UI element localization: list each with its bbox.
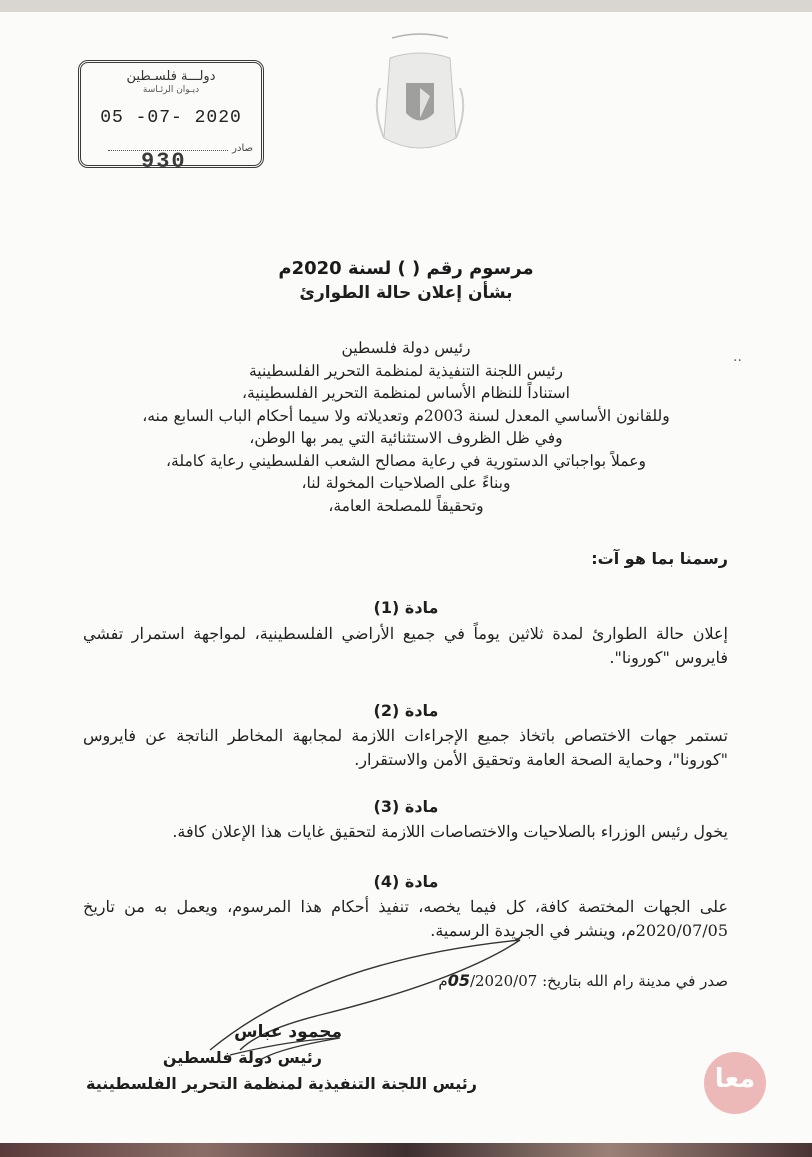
signatory-title-1: رئيس دولة فلسطين <box>162 1048 322 1067</box>
decree-title: مرسوم رقم ( ) لسنة 2020م <box>278 258 534 279</box>
preamble-line: وللقانون الأساسي المعدل لسنة 2003م وتعديلاته ولا سيما أحكام الباب السابع منه، <box>142 406 670 425</box>
issued-rest: /2020/07م <box>438 972 538 990</box>
stamp-office: ديـوان الرئـاسة <box>142 85 200 95</box>
stamp-country: دولـــة فلسـطين <box>126 69 216 84</box>
decree-subtitle: بشأن إعلان حالة الطوارئ <box>299 283 513 303</box>
maan-logo-text: معا <box>714 1064 756 1094</box>
signatory-name: محمود عباس <box>234 1022 342 1042</box>
article-1-heading: مادة (1) <box>373 598 439 617</box>
preamble <box>0 337 812 517</box>
issued-day: 05 <box>447 971 470 990</box>
preamble-line: رئيس اللجنة التنفيذية لمنظمة التحرير الفلسطينية <box>248 361 564 380</box>
article-3-heading: مادة (3) <box>373 797 439 816</box>
issued-prefix: صدر في مدينة رام الله بتاريخ: <box>542 972 728 990</box>
scan-top-edge <box>0 0 812 12</box>
preamble-line: استناداً للنظام الأساس لمنظمة التحرير الفلسطينية، <box>242 384 570 402</box>
preamble-line: وبناءً على الصلاحيات المخولة لنا، <box>301 474 511 492</box>
stamp-number: 930 <box>141 149 187 174</box>
preamble-line: وفي ظل الظروف الاستثنائية التي يمر بها الوطن، <box>249 429 563 447</box>
article-2-heading: مادة (2) <box>373 701 439 720</box>
decree-line: رسمنا بما هو آت: <box>591 549 728 568</box>
registry-stamp <box>78 60 264 174</box>
margin-dots: .. <box>733 349 742 365</box>
article-3-body: يخول رئيس الوزراء بالصلاحيات والاختصاصات اللازمة لتحقيق غايات هذا الإعلان كافة. <box>172 822 728 841</box>
stamp-date: 05 -07- 2020 <box>100 108 242 128</box>
article-4-heading: مادة (4) <box>373 872 439 891</box>
preamble-line: وعملاً بواجباتي الدستورية في رعاية مصالح الشعب الفلسطيني رعاية كاملة، <box>166 451 646 470</box>
signature-block <box>0 1018 812 1098</box>
preamble-line: رئيس دولة فلسطين <box>341 339 471 357</box>
stamp-outgoing-label: صادر <box>232 143 253 154</box>
signatory-title-2: رئيس اللجنة التنفيذية لمنظمة التحرير الفلسطينية <box>85 1074 477 1093</box>
article-4-body: على الجهات المختصة كافة، كل فيما يخصه، تنفيذ أحكام هذا المرسوم، ويعمل به من تاريخ 2020/07/05م، وينشر في الجريدة الرسمية. <box>83 897 729 940</box>
scan-bottom-edge <box>0 1143 812 1157</box>
palestine-eagle-emblem-icon <box>370 28 470 218</box>
article-1-body: إعلان حالة الطوارئ لمدة ثلاثين يوماً في جميع الأراضي الفلسطينية، لمواجهة استمرار تفشي فايروس "كورونا". <box>83 624 728 667</box>
maan-logo <box>704 1052 766 1114</box>
preamble-line: وتحقيقاً للمصلحة العامة، <box>328 496 484 515</box>
article-2-body: تستمر جهات الاختصاص باتخاذ جميع الإجراءات اللازمة لمجابهة المخاطر الناتجة عن فايروس "كورونا"، وحماية الصحة العامة وتحقيق الأمن والاستقرار. <box>83 726 728 769</box>
